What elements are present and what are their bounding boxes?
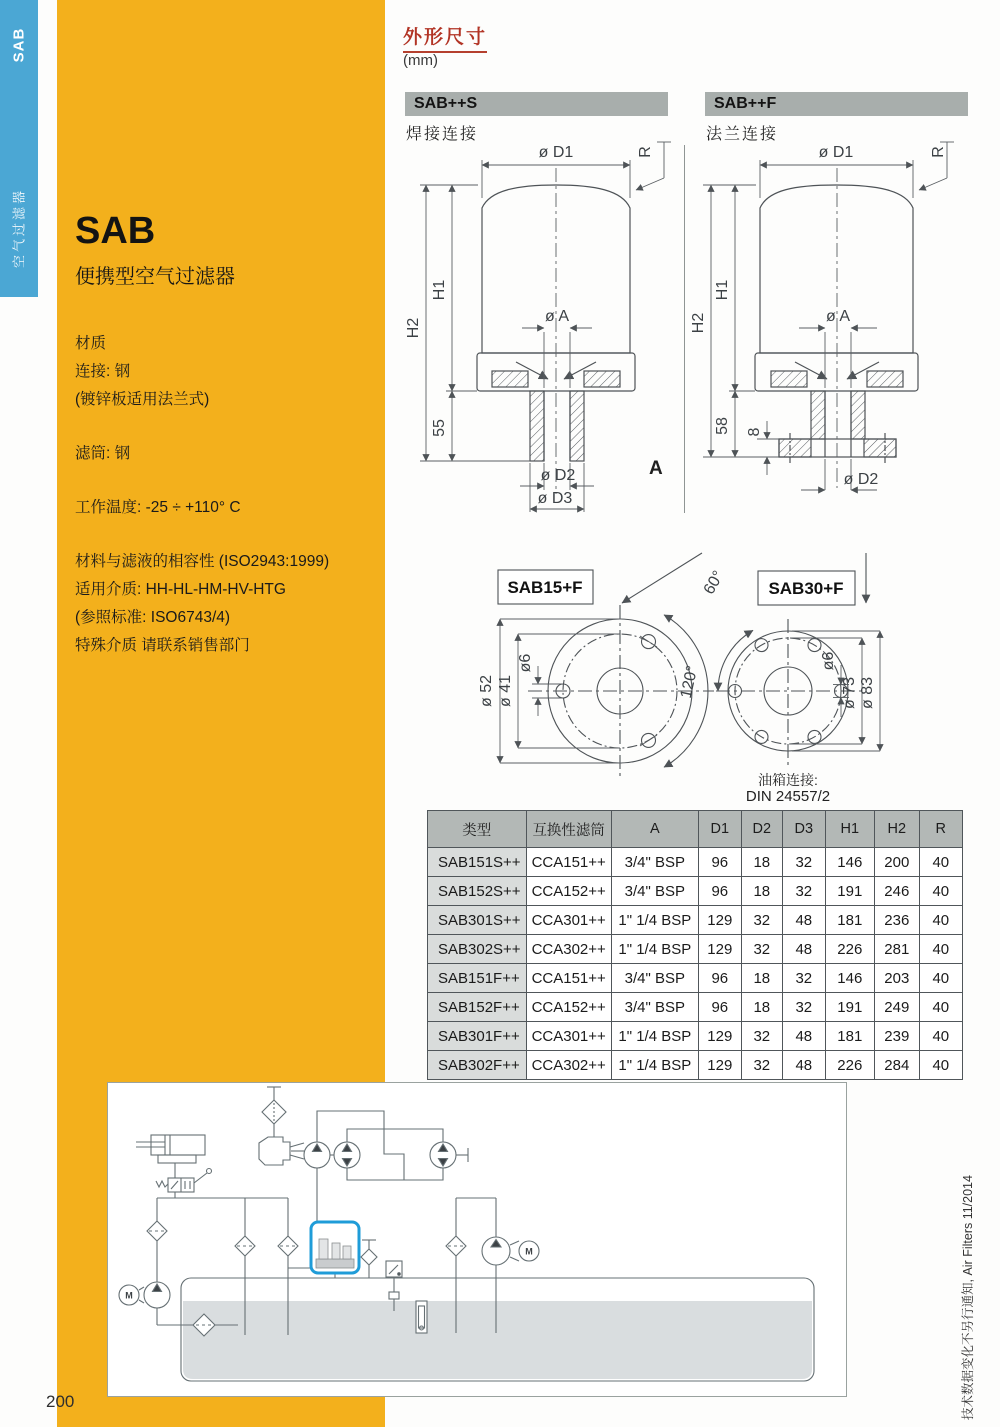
table-row — [428, 993, 963, 1022]
value-cell: 40 — [919, 906, 962, 935]
spec-line: 适用介质: HH-HL-HM-HV-HTG — [75, 581, 286, 598]
value-cell: 96 — [698, 848, 741, 877]
dim-73-label: ø 73 — [841, 676, 858, 710]
dimension-table — [427, 810, 963, 1080]
value-cell: 203 — [874, 964, 919, 993]
value-cell: 129 — [698, 935, 741, 964]
spec-line: 特殊介质 请联系销售部门 — [75, 637, 250, 654]
model-cell: SAB151F++ — [428, 964, 527, 993]
value-cell: 18 — [741, 848, 782, 877]
model-cell: SAB302F++ — [428, 1051, 527, 1080]
column-header: D1 — [698, 811, 741, 848]
value-cell: 226 — [825, 935, 874, 964]
value-cell: 191 — [825, 877, 874, 906]
column-header: D2 — [741, 811, 782, 848]
value-cell: CCA151++ — [526, 848, 611, 877]
dim-d1-label: ø D1 — [538, 144, 574, 161]
value-cell: 48 — [782, 935, 825, 964]
dim-h2-label: H2 — [405, 317, 422, 339]
model-cell: SAB301F++ — [428, 1022, 527, 1051]
value-cell: 96 — [698, 877, 741, 906]
flange-sab30-code: SAB30+F — [768, 579, 844, 598]
value-cell: 40 — [919, 1051, 962, 1080]
model-cell: SAB302S++ — [428, 935, 527, 964]
value-cell: 146 — [825, 848, 874, 877]
column-header: A — [611, 811, 698, 848]
spec-line: (参照标准: ISO6743/4) — [75, 609, 231, 626]
value-cell: 40 — [919, 1022, 962, 1051]
table-row — [428, 906, 963, 935]
side-note: 技术数据变化不另行通知, Air Filters 11/2014 — [961, 1175, 975, 1420]
flange-sab15-code: SAB15+F — [507, 578, 583, 597]
column-header: H1 — [825, 811, 874, 848]
value-cell: 40 — [919, 935, 962, 964]
value-cell: 281 — [874, 935, 919, 964]
value-cell: 1" 1/4 BSP — [611, 1022, 698, 1051]
lever-icon — [194, 1173, 207, 1183]
dim-r-label: R — [637, 146, 654, 158]
tank-connection-label: 油箱连接: — [758, 772, 818, 788]
filter-canister — [343, 1246, 351, 1259]
table-row — [428, 935, 963, 964]
spec-line: (镀锌板适用法兰式) — [75, 391, 210, 408]
dimension-table-body — [428, 848, 963, 1080]
value-cell: 32 — [741, 906, 782, 935]
dim-55-label: 55 — [431, 419, 448, 437]
variant-f-code: SAB++F — [714, 95, 777, 112]
value-cell: 1" 1/4 BSP — [611, 935, 698, 964]
filter-canister — [319, 1239, 328, 1259]
column-header: 互换性滤筒 — [526, 811, 611, 848]
spec-line: 材料与滤液的相容性 (ISO2943:1999) — [75, 553, 330, 570]
table-row — [428, 1051, 963, 1080]
value-cell: CCA301++ — [526, 1022, 611, 1051]
value-cell: 18 — [741, 964, 782, 993]
value-cell: 32 — [782, 848, 825, 877]
value-cell: 129 — [698, 1022, 741, 1051]
table-row — [428, 964, 963, 993]
welded-connection-drawing — [398, 138, 698, 530]
value-cell: CCA301++ — [526, 906, 611, 935]
sidebar-category-label: 空气过滤器 — [11, 187, 27, 269]
spec-line: 连接: 钢 — [75, 363, 131, 380]
flanged-connection-drawing — [690, 138, 1000, 530]
column-header: H2 — [874, 811, 919, 848]
highlight-product-box — [311, 1222, 359, 1273]
dim-60deg-label: 60° — [700, 568, 728, 598]
table-header-row — [428, 811, 963, 848]
value-cell: 3/4" BSP — [611, 964, 698, 993]
dim-hole6-label: ø6 — [517, 653, 534, 673]
value-cell: 32 — [782, 993, 825, 1022]
reservoir-fluid — [183, 1301, 812, 1379]
value-cell: 18 — [741, 877, 782, 906]
tank-connection-standard: DIN 24557/2 — [745, 788, 831, 805]
value-cell: 181 — [825, 906, 874, 935]
table-row — [428, 848, 963, 877]
engine-icon — [259, 1137, 290, 1165]
dim-hole6-label: ø6 — [820, 651, 837, 671]
value-cell: 191 — [825, 993, 874, 1022]
sidebar-tab-label: SAB — [10, 27, 28, 63]
dim-52-label: ø 52 — [478, 674, 495, 708]
model-cell: SAB152F++ — [428, 993, 527, 1022]
value-cell: 96 — [698, 964, 741, 993]
value-cell: 129 — [698, 906, 741, 935]
value-cell: 40 — [919, 964, 962, 993]
column-header: 类型 — [428, 811, 527, 848]
value-cell: 18 — [741, 993, 782, 1022]
model-cell: SAB151S++ — [428, 848, 527, 877]
dim-83-label: ø 83 — [859, 676, 876, 710]
dim-r-label: R — [930, 146, 947, 158]
filter-canister — [332, 1243, 340, 1259]
value-cell: 40 — [919, 877, 962, 906]
value-cell: 32 — [782, 877, 825, 906]
model-cell: SAB301S++ — [428, 906, 527, 935]
column-header: D3 — [782, 811, 825, 848]
value-cell: 246 — [874, 877, 919, 906]
hydraulic-schematic-panel — [107, 1082, 847, 1397]
value-cell: 3/4" BSP — [611, 877, 698, 906]
variant-s-header — [405, 92, 668, 116]
product-subtitle: 便携型空气过滤器 — [75, 266, 235, 288]
value-cell: 32 — [741, 935, 782, 964]
sidebar — [0, 0, 38, 297]
dim-8-label: 8 — [746, 427, 763, 437]
value-cell: 40 — [919, 993, 962, 1022]
section-title: 外形尺寸 — [403, 22, 487, 53]
cylinder-icon — [151, 1135, 205, 1155]
dim-58-label: 58 — [714, 417, 731, 435]
value-cell: 32 — [782, 964, 825, 993]
value-cell: 3/4" BSP — [611, 993, 698, 1022]
value-cell: 226 — [825, 1051, 874, 1080]
value-cell: 1" 1/4 BSP — [611, 1051, 698, 1080]
value-cell: 32 — [741, 1051, 782, 1080]
value-cell: 48 — [782, 906, 825, 935]
variant-f-connection: 法兰连接 — [706, 126, 779, 143]
value-cell: 236 — [874, 906, 919, 935]
air-breather-icon — [361, 1249, 377, 1265]
variant-f-header — [705, 92, 968, 116]
dim-h1-label: H1 — [431, 279, 448, 301]
dim-d1-label: ø D1 — [818, 144, 854, 161]
page-number: 200 — [46, 1392, 75, 1411]
value-cell: 96 — [698, 993, 741, 1022]
value-cell: CCA152++ — [526, 877, 611, 906]
flange-views-drawing — [470, 553, 940, 807]
value-cell: 129 — [698, 1051, 741, 1080]
leader-arrow-sab15 — [622, 553, 702, 603]
value-cell: 48 — [782, 1022, 825, 1051]
model-cell: SAB152S++ — [428, 877, 527, 906]
dim-120deg-label: 120° — [677, 664, 702, 701]
spec-line: 工作温度: -25 ÷ +110° C — [75, 499, 241, 516]
dim-d3-label: ø D3 — [537, 490, 573, 507]
value-cell: 3/4" BSP — [611, 848, 698, 877]
product-specs — [75, 330, 375, 660]
value-cell: CCA151++ — [526, 964, 611, 993]
dim-a-label: ø A — [825, 308, 851, 325]
hydraulic-schematic — [108, 1083, 846, 1396]
dim-41-label: ø 41 — [497, 674, 514, 708]
motor-label: M — [525, 1246, 533, 1257]
table-row — [428, 1022, 963, 1051]
value-cell: 32 — [741, 1022, 782, 1051]
motor-label: M — [125, 1290, 133, 1301]
variant-s-code: SAB++S — [414, 95, 478, 112]
value-cell: 40 — [919, 848, 962, 877]
dim-h2-label: H2 — [690, 312, 707, 334]
variant-s-connection: 焊接连接 — [406, 126, 479, 143]
dim-a-label: ø A — [544, 308, 570, 325]
value-cell: 249 — [874, 993, 919, 1022]
detail-a-label: A — [649, 458, 663, 479]
value-cell: 1" 1/4 BSP — [611, 906, 698, 935]
value-cell: 239 — [874, 1022, 919, 1051]
value-cell: 146 — [825, 964, 874, 993]
dim-h1-label: H1 — [714, 279, 731, 301]
spring-icon — [156, 1181, 168, 1187]
value-cell: 284 — [874, 1051, 919, 1080]
value-cell: 181 — [825, 1022, 874, 1051]
value-cell: 48 — [782, 1051, 825, 1080]
table-row — [428, 877, 963, 906]
value-cell: CCA152++ — [526, 993, 611, 1022]
spec-line: 滤筒: 钢 — [75, 445, 131, 462]
value-cell: CCA302++ — [526, 935, 611, 964]
dim-d2-label: ø D2 — [843, 471, 879, 488]
spec-line: 材质 — [75, 335, 107, 352]
product-name: SAB — [75, 210, 156, 252]
column-header: R — [919, 811, 962, 848]
value-cell: CCA302++ — [526, 1051, 611, 1080]
section-unit-label: (mm) — [403, 52, 438, 69]
value-cell: 200 — [874, 848, 919, 877]
dim-d2-label: ø D2 — [540, 467, 576, 484]
